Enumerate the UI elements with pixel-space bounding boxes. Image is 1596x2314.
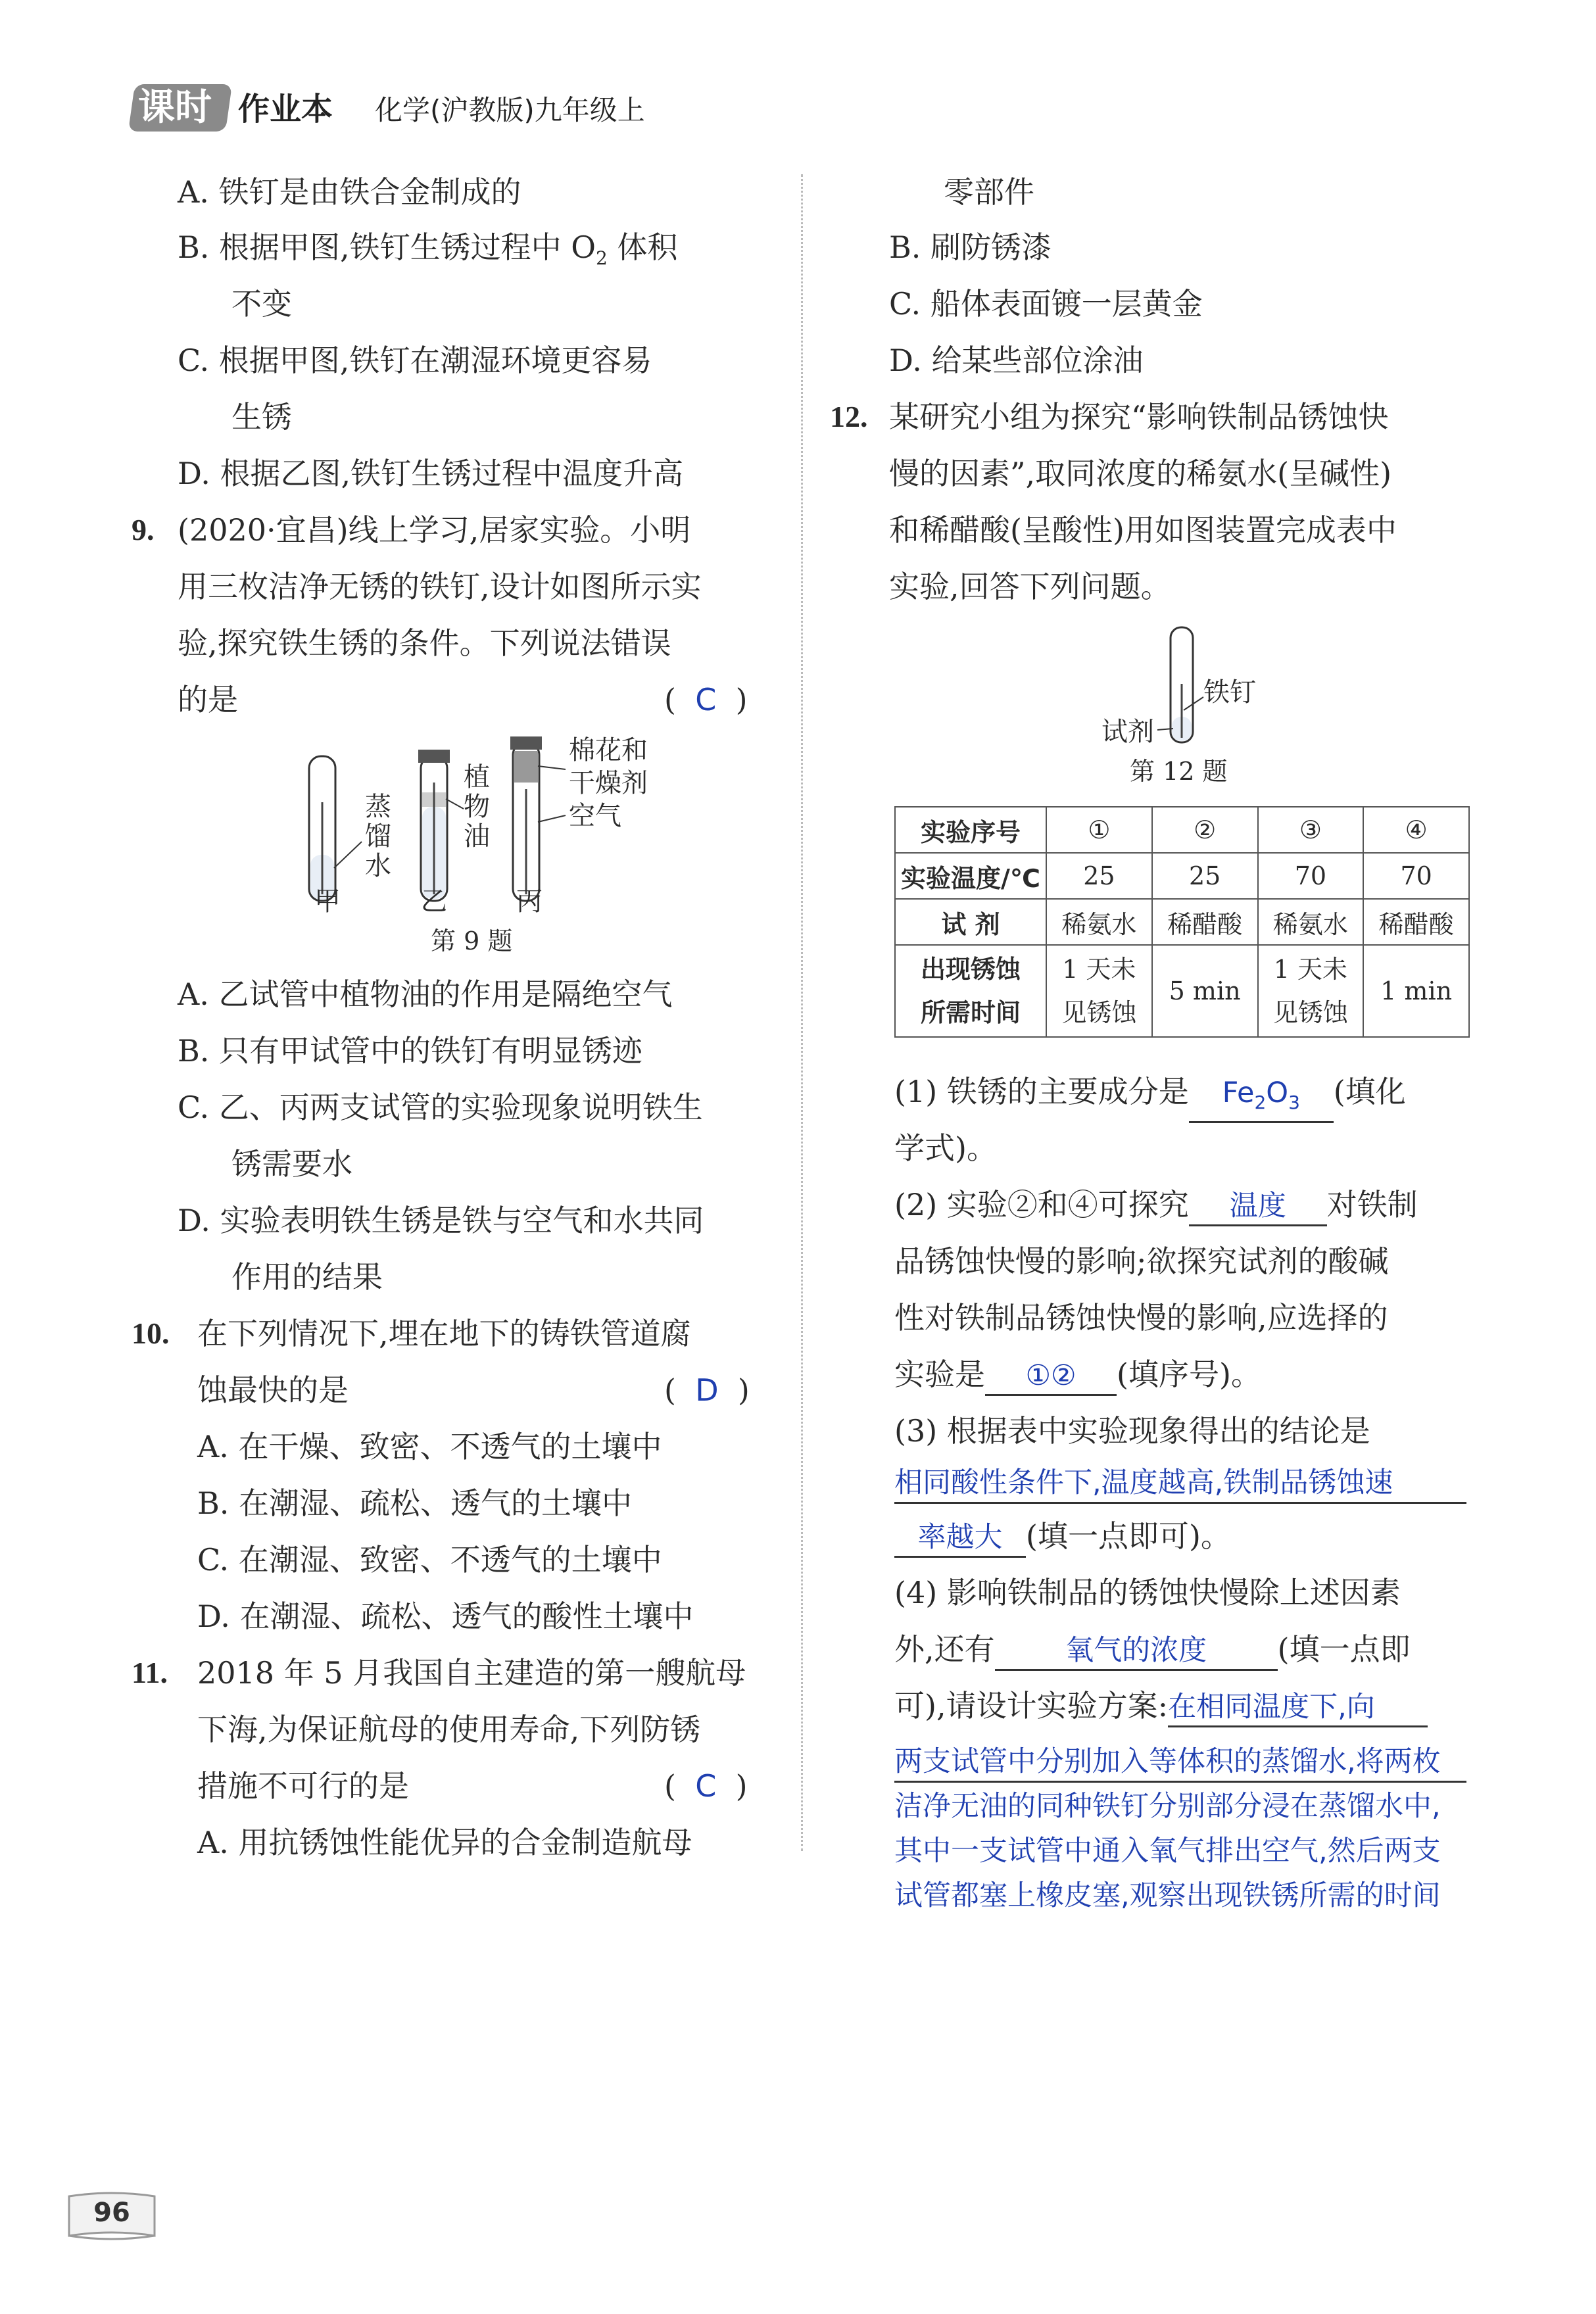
q8-option-b-cont: 不变 <box>231 286 292 322</box>
cell-time <box>1046 945 1152 1037</box>
column-divider <box>801 174 803 1851</box>
cell-reagent: 稀醋酸 <box>1152 899 1258 945</box>
q12-p2-line4 <box>894 1355 1261 1396</box>
q12-p4-pre: (4) 影响铁制品的锈蚀快慢除上述因素 <box>894 1575 1401 1610</box>
q12-p1-pre: (1) 铁锈的主要成分是 <box>894 1074 1189 1109</box>
cell-temp: 70 <box>1258 853 1364 899</box>
cell-time: 1 min <box>1363 945 1469 1037</box>
q9-answer: C <box>695 682 717 717</box>
cell-time: 5 min <box>1152 945 1258 1037</box>
pointer-cotton <box>538 766 566 769</box>
cell-time-line2: 见锈蚀 <box>1272 998 1348 1027</box>
cell-id: ③ <box>1258 807 1364 853</box>
th-temp: 实验温度/℃ <box>895 853 1046 899</box>
q12-p4-answer-line4: 其中一支试管中通入氧气排出空气,然后两支 <box>894 1835 1441 1868</box>
q8-option-b-text2: 体积 <box>617 229 678 265</box>
cell-reagent: 稀氨水 <box>1258 899 1364 945</box>
q10-answer-bracket: ( D ) <box>664 1372 750 1408</box>
q12-p4-answer-line2: 两支试管中分别加入等体积的蒸馏水,将两枚 <box>894 1743 1466 1783</box>
q12-part2 <box>894 1185 1418 1226</box>
th-time-line2: 所需时间 <box>920 998 1021 1027</box>
cell-reagent: 稀醋酸 <box>1363 899 1469 945</box>
q9-answer-bracket: ( C ) <box>664 682 748 717</box>
q10-number: 10. <box>132 1316 170 1350</box>
cell-temp: 25 <box>1046 853 1152 899</box>
q11-number: 11. <box>132 1656 168 1689</box>
q12-p1-sub-b: 3 <box>1288 1092 1300 1114</box>
q12-p1-o: O <box>1266 1076 1289 1109</box>
q12-p3-answer-line2: 率越大 <box>894 1519 1026 1558</box>
label-zhi: 植 <box>464 762 490 792</box>
q12-p4-line2 <box>894 1629 1411 1671</box>
q11-answer-bracket: ( C ) <box>664 1768 748 1804</box>
cell-time-line1: 1 天未 <box>1062 955 1136 984</box>
page-header <box>132 84 723 137</box>
q12-p4-post2: (填一点即 <box>1277 1631 1411 1667</box>
q9-line2: 用三枚洁净无锈的铁钉,设计如图所示实 <box>178 569 702 604</box>
figure-12-caption: 第 12 题 <box>1130 757 1228 786</box>
q8-option-d: D. 根据乙图,铁钉生锈过程中温度升高 <box>178 456 684 491</box>
q8-option-b-text: B. 根据甲图,铁钉生锈过程中 O <box>178 229 596 265</box>
q8-option-a: A. 铁钉是由铁合金制成的 <box>178 174 521 210</box>
q10-option-d: D. 在潮湿、疏松、透气的酸性土壤中 <box>197 1599 694 1634</box>
q8-option-c-cont: 生锈 <box>231 399 292 435</box>
q12-p2-pre: (2) 实验②和④可探究 <box>894 1187 1189 1222</box>
cell-id: ① <box>1046 807 1152 853</box>
q12-p3-answer-line1: 相同酸性条件下,温度越高,铁制品锈蚀速 <box>894 1464 1466 1504</box>
q12-p4-answer-line1: 在相同温度下,向 <box>1168 1689 1428 1727</box>
q9-option-c-cont: 锈需要水 <box>231 1146 352 1182</box>
q12-line1: 某研究小组为探究“影响铁制品锈蚀快 <box>889 399 1389 435</box>
label-you: 油 <box>464 821 490 852</box>
experiment-table <box>894 806 1470 1038</box>
q12-number: 12. <box>830 400 868 433</box>
cell-temp: 70 <box>1363 853 1469 899</box>
q12-p1-line2: 学式)。 <box>894 1130 997 1166</box>
q11-option-a-cont: 零部件 <box>944 174 1034 210</box>
label-wu: 物 <box>464 792 490 822</box>
th-time <box>895 945 1046 1037</box>
q11-option-c: C. 船体表面镀一层黄金 <box>889 286 1203 322</box>
q10-option-b: B. 在潮湿、疏松、透气的土壤中 <box>197 1485 633 1521</box>
q12-p2-answer2: ①② <box>985 1357 1117 1396</box>
label-nail: 铁钉 <box>1203 677 1256 708</box>
q12-p2-line3: 性对铁制品锈蚀快慢的影响,应选择的 <box>894 1300 1388 1336</box>
page-number: 96 <box>93 2198 130 2228</box>
logo-text: 课时 <box>138 86 212 129</box>
q12-p2-post4: (填序号)。 <box>1117 1357 1261 1392</box>
q11-answer: C <box>695 1768 717 1804</box>
q12-p3-post: (填一点即可)。 <box>1026 1518 1231 1554</box>
th-time-line1: 出现锈蚀 <box>920 955 1021 984</box>
q12-p4-pre3: 可),请设计实验方案: <box>894 1688 1169 1723</box>
label-desiccant: 干燥剂 <box>569 768 648 798</box>
q9-option-b: B. 只有甲试管中的铁钉有明显锈迹 <box>178 1033 643 1069</box>
desiccant-bing <box>514 751 538 783</box>
q9-line1: (2020·宜昌)线上学习,居家实验。小明 <box>178 512 691 548</box>
q9-number: 9. <box>132 513 155 546</box>
q12-p1-sub-a: 2 <box>1254 1092 1267 1114</box>
q9-option-a: A. 乙试管中植物油的作用是隔绝空气 <box>178 976 673 1012</box>
q9-option-d: D. 实验表明铁生锈是铁与空气和水共同 <box>178 1203 704 1238</box>
q12-line2: 慢的因素”,取同浓度的稀氨水(呈碱性) <box>889 456 1392 491</box>
q12-p2-pre4: 实验是 <box>894 1357 985 1392</box>
q12-p3-line2 <box>894 1516 1231 1558</box>
q12-p1-fe: Fe <box>1222 1076 1255 1109</box>
cell-time <box>1258 945 1364 1037</box>
q11-option-a: A. 用抗锈蚀性能优异的合金制造航母 <box>197 1825 692 1860</box>
pointer-air <box>538 815 566 822</box>
q9-option-c: C. 乙、丙两支试管的实验现象说明铁生 <box>178 1090 703 1125</box>
q12-p4-answer-line5: 试管都塞上橡皮塞,观察出现铁锈所需的时间 <box>894 1879 1441 1912</box>
label-jia: 甲 <box>314 886 341 917</box>
q8-option-c: C. 根据甲图,铁钉在潮湿环境更容易 <box>178 343 652 378</box>
q12-line4: 实验,回答下列问题。 <box>889 569 1171 604</box>
q12-p1-blank <box>1189 1073 1334 1123</box>
cell-id: ② <box>1152 807 1258 853</box>
cell-time-line2: 见锈蚀 <box>1061 998 1137 1027</box>
q11-option-b: B. 刷防锈漆 <box>889 229 1052 265</box>
q9-line3: 验,探究铁生锈的条件。下列说法错误 <box>178 625 671 661</box>
q12-p4-pre2: 外,还有 <box>894 1631 995 1667</box>
label-reagent: 试剂 <box>1101 717 1154 747</box>
page-number-badge <box>62 2190 161 2249</box>
figure-9-caption: 第 9 题 <box>431 927 513 955</box>
q10-option-c: C. 在潮湿、致密、不透气的土壤中 <box>197 1542 662 1578</box>
cell-temp: 25 <box>1152 853 1258 899</box>
q11-line3: 措施不可行的是 <box>197 1768 409 1804</box>
q12-p2-line2: 品锈蚀快慢的影响;欲探究试剂的酸碱 <box>894 1243 1389 1279</box>
q9-option-d-cont: 作用的结果 <box>231 1259 383 1295</box>
stopper-bing <box>510 736 542 750</box>
cell-reagent: 稀氨水 <box>1046 899 1152 945</box>
o2-subscript: 2 <box>596 247 608 270</box>
pointer-oil <box>446 799 464 809</box>
q9-line4: 的是 <box>178 682 238 717</box>
label-yi: 乙 <box>421 886 447 917</box>
label-bing: 丙 <box>516 886 543 917</box>
label-liu: 馏 <box>365 821 391 852</box>
q10-line1: 在下列情况下,埋在地下的铸铁管道腐 <box>197 1316 691 1351</box>
q10-answer: D <box>695 1372 719 1408</box>
q12-line3: 和稀醋酸(呈酸性)用如图装置完成表中 <box>889 512 1397 548</box>
label-shui: 水 <box>365 851 391 881</box>
label-cotton: 棉花和 <box>569 735 648 765</box>
q12-p4-answer1: 氧气的浓度 <box>995 1632 1278 1671</box>
label-zheng: 蒸 <box>365 792 391 822</box>
q12-p4-answer-line3: 洁净无油的同种铁钉分别部分浸在蒸馏水中, <box>894 1790 1441 1823</box>
q10-option-a: A. 在干燥、致密、不透气的土壤中 <box>197 1429 662 1464</box>
th-id: 实验序号 <box>895 807 1046 853</box>
stopper-yi <box>418 750 450 763</box>
q10-line2: 蚀最快的是 <box>197 1372 349 1408</box>
book-title: 作业本 <box>238 91 333 128</box>
q11-line1: 2018 年 5 月我国自主建造的第一艘航母 <box>197 1655 746 1691</box>
subject-title: 化学(沪教版)九年级上 <box>375 94 645 126</box>
q8-option-b <box>178 228 677 278</box>
q11-line2: 下海,为保证航母的使用寿命,下列防锈 <box>197 1712 701 1747</box>
label-air: 空气 <box>569 801 621 831</box>
q12-p4-line3 <box>894 1686 1428 1727</box>
q12-p3-pre: (3) 根据表中实验现象得出的结论是 <box>894 1413 1370 1449</box>
q11-option-d: D. 给某些部位涂油 <box>889 343 1144 378</box>
pointer-water <box>334 842 362 868</box>
q12-p2-answer1: 温度 <box>1189 1188 1327 1226</box>
th-reagent: 试 剂 <box>895 899 1046 945</box>
cell-id: ④ <box>1363 807 1469 853</box>
q12-p2-post1: 对铁制 <box>1326 1187 1418 1222</box>
q12-p1-post: (填化 <box>1333 1074 1406 1109</box>
cell-time-line1: 1 天未 <box>1273 955 1347 984</box>
q12-part1 <box>894 1072 1406 1123</box>
